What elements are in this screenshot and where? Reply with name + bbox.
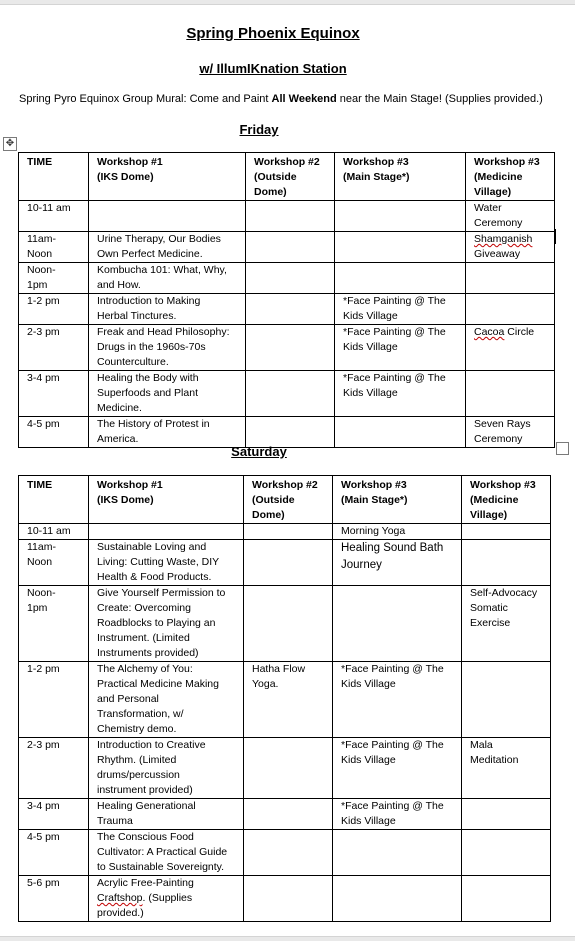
table-row	[19, 586, 551, 662]
cell-workshop-2[interactable]	[246, 294, 335, 325]
cell-workshop-3-medicine-village[interactable]	[466, 294, 555, 325]
table-row	[19, 371, 555, 417]
cell-workshop-2[interactable]	[246, 232, 335, 263]
header-row	[19, 153, 555, 201]
table-row	[19, 524, 551, 540]
cell-workshop-1[interactable]: Kombucha 101: What, Why, and How.	[89, 263, 246, 294]
cell-time[interactable]: 2-3 pm	[19, 738, 89, 799]
cell-workshop-3-medicine-village[interactable]: Water Ceremony	[466, 201, 555, 232]
document-subtitle: w/ IllumIKnation Station	[199, 61, 347, 76]
cell-time[interactable]: 11am- Noon	[19, 540, 89, 586]
cell-workshop-1[interactable]: Freak and Head Philosophy: Drugs in the 1960s-70s Counterculture.	[89, 325, 246, 371]
cell-time[interactable]: 10-11 am	[19, 201, 89, 232]
cell-workshop-1[interactable]	[89, 201, 246, 232]
cell-workshop-2[interactable]	[244, 738, 333, 799]
cell-workshop-3-medicine-village[interactable]: Seven Rays Ceremony	[466, 417, 555, 448]
cell-workshop-3-main-stage[interactable]	[335, 263, 466, 294]
cell-workshop-2[interactable]	[244, 876, 333, 922]
cell-workshop-1[interactable]: Introduction to Making Herbal Tinctures.	[89, 294, 246, 325]
cell-workshop-1[interactable]: Healing the Body with Superfoods and Plant Medicine.	[89, 371, 246, 417]
table-row	[19, 201, 555, 232]
table-row	[19, 294, 555, 325]
cell-time[interactable]: 5-6 pm	[19, 876, 89, 922]
friday-schedule-table	[18, 152, 555, 448]
cell-workshop-3-main-stage[interactable]	[333, 586, 462, 662]
cell-workshop-2[interactable]	[246, 201, 335, 232]
header-workshop-1[interactable]: Workshop #1 (IKS Dome)	[89, 153, 246, 201]
cell-workshop-3-main-stage[interactable]: Morning Yoga	[333, 524, 462, 540]
cell-workshop-3-main-stage[interactable]: *Face Painting @ The Kids Village	[333, 799, 462, 830]
table-row	[19, 263, 555, 294]
friday-heading: Friday	[239, 122, 279, 137]
cell-workshop-3-medicine-village[interactable]: Cacoa Circle	[466, 325, 555, 371]
intro-text-end: near the Main Stage! (Supplies provided.)	[336, 93, 543, 105]
cell-time[interactable]: Noon- 1pm	[19, 263, 89, 294]
cell-workshop-1[interactable]: The History of Protest in America.	[89, 417, 246, 448]
header-time[interactable]: TIME	[19, 476, 89, 524]
table-row	[19, 325, 555, 371]
header-workshop-3-medicine-village[interactable]: Workshop #3 (Medicine Village)	[466, 153, 555, 201]
saturday-schedule-table	[18, 475, 551, 922]
cell-time[interactable]: 11am- Noon	[19, 232, 89, 263]
cell-time[interactable]: 10-11 am	[19, 524, 89, 540]
cell-workshop-2[interactable]	[246, 417, 335, 448]
cell-workshop-3-main-stage[interactable]: *Face Painting @ The Kids Village	[335, 371, 466, 417]
cell-workshop-3-medicine-village[interactable]	[462, 524, 551, 540]
table-row	[19, 232, 555, 263]
cell-time[interactable]: 2-3 pm	[19, 325, 89, 371]
cell-workshop-3-medicine-village[interactable]: Shamganish Giveaway	[466, 232, 555, 263]
intro-text-bold: All Weekend	[271, 93, 337, 105]
cell-workshop-3-medicine-village[interactable]	[466, 263, 555, 294]
cell-workshop-1[interactable]: Urine Therapy, Our Bodies Own Perfect Medicine.	[89, 232, 246, 263]
cell-time[interactable]: 4-5 pm	[19, 830, 89, 876]
cell-workshop-3-main-stage[interactable]: *Face Painting @ The Kids Village	[333, 662, 462, 738]
cell-workshop-1[interactable]: Introduction to Creative Rhythm. (Limited drums/percussion instrument provided)	[89, 738, 244, 799]
cell-time[interactable]: 3-4 pm	[19, 371, 89, 417]
cell-workshop-3-main-stage[interactable]: Healing Sound Bath Journey	[333, 540, 462, 586]
text-cursor	[555, 229, 556, 244]
cell-workshop-3-main-stage[interactable]	[335, 201, 466, 232]
cell-workshop-1[interactable]: Acrylic Free-Painting Craftshop. (Supplies provided.)	[89, 876, 244, 922]
header-row	[19, 476, 551, 524]
cell-workshop-3-main-stage[interactable]	[335, 417, 466, 448]
cell-workshop-1[interactable]: Healing Generational Trauma	[89, 799, 244, 830]
cell-time[interactable]: 1-2 pm	[19, 294, 89, 325]
cell-workshop-2[interactable]	[246, 325, 335, 371]
table-row	[19, 417, 555, 448]
cell-workshop-3-medicine-village[interactable]	[462, 799, 551, 830]
cell-workshop-3-main-stage[interactable]	[333, 830, 462, 876]
cell-workshop-1[interactable]: The Conscious Food Cultivator: A Practical Guide to Sustainable Sovereignty.	[89, 830, 244, 876]
page-top-edge	[0, 0, 575, 5]
cell-workshop-2[interactable]: Hatha Flow Yoga.	[244, 662, 333, 738]
spelling-mark: Cacoa	[474, 326, 505, 338]
cell-workshop-1[interactable]	[89, 524, 244, 540]
cell-time[interactable]: 4-5 pm	[19, 417, 89, 448]
cell-workshop-1[interactable]: Sustainable Loving and Living: Cutting Waste, DIY Health & Food Products.	[89, 540, 244, 586]
document-title: Spring Phoenix Equinox	[186, 25, 360, 42]
spelling-mark: Craftshop	[97, 892, 143, 904]
table-row	[19, 540, 551, 586]
table-row	[19, 738, 551, 799]
header-workshop-3-main-stage[interactable]: Workshop #3 (Main Stage*)	[333, 476, 462, 524]
spelling-mark: Shamganish	[474, 233, 533, 245]
page-bottom-edge	[0, 936, 575, 941]
cell-time[interactable]: 1-2 pm	[19, 662, 89, 738]
header-workshop-2[interactable]: Workshop #2 (Outside Dome)	[244, 476, 333, 524]
cell-workshop-3-main-stage[interactable]	[333, 876, 462, 922]
header-workshop-1[interactable]: Workshop #1 (IKS Dome)	[89, 476, 244, 524]
cell-workshop-3-medicine-village[interactable]: Mala Meditation	[462, 738, 551, 799]
cell-workshop-3-main-stage[interactable]: *Face Painting @ The Kids Village	[333, 738, 462, 799]
cell-workshop-2[interactable]	[246, 263, 335, 294]
cell-workshop-3-medicine-village[interactable]	[462, 540, 551, 586]
header-workshop-3-medicine-village[interactable]: Workshop #3 (Medicine Village)	[462, 476, 551, 524]
cell-workshop-3-medicine-village[interactable]	[462, 830, 551, 876]
table-resize-handle[interactable]	[556, 442, 569, 455]
cell-workshop-3-main-stage[interactable]: *Face Painting @ The Kids Village	[335, 325, 466, 371]
intro-text-start: Spring Pyro Equinox Group Mural: Come and Paint	[19, 93, 272, 105]
cell-workshop-3-main-stage[interactable]: *Face Painting @ The Kids Village	[335, 294, 466, 325]
table-row	[19, 662, 551, 738]
header-workshop-3-main-stage[interactable]: Workshop #3 (Main Stage*)	[335, 153, 466, 201]
saturday-heading: Saturday	[231, 444, 287, 459]
table-move-icon[interactable]: ✥	[3, 137, 17, 151]
cell-workshop-1[interactable]: The Alchemy of You: Practical Medicine Making and Personal Transformation, w/ Chemistry demo.	[89, 662, 244, 738]
intro-paragraph	[19, 93, 543, 105]
cell-workshop-2[interactable]	[244, 524, 333, 540]
cell-workshop-3-medicine-village[interactable]	[462, 876, 551, 922]
cell-workshop-2[interactable]	[246, 371, 335, 417]
header-time[interactable]: TIME	[19, 153, 89, 201]
header-workshop-2[interactable]: Workshop #2 (Outside Dome)	[246, 153, 335, 201]
cell-time[interactable]: Noon- 1pm	[19, 586, 89, 662]
table-row	[19, 830, 551, 876]
cell-workshop-3-main-stage[interactable]	[335, 232, 466, 263]
cell-workshop-2[interactable]	[244, 540, 333, 586]
cell-workshop-3-medicine-village[interactable]	[466, 371, 555, 417]
cell-workshop-1[interactable]: Give Yourself Permission to Create: Overcoming Roadblocks to Playing an Instrument. (Limited Instruments provided)	[89, 586, 244, 662]
cell-time[interactable]: 3-4 pm	[19, 799, 89, 830]
cell-workshop-2[interactable]	[244, 830, 333, 876]
cell-workshop-2[interactable]	[244, 586, 333, 662]
cell-workshop-3-medicine-village[interactable]: Self-Advocacy Somatic Exercise	[462, 586, 551, 662]
cell-workshop-2[interactable]	[244, 799, 333, 830]
cell-workshop-3-medicine-village[interactable]	[462, 662, 551, 738]
table-row	[19, 876, 551, 922]
table-row	[19, 799, 551, 830]
